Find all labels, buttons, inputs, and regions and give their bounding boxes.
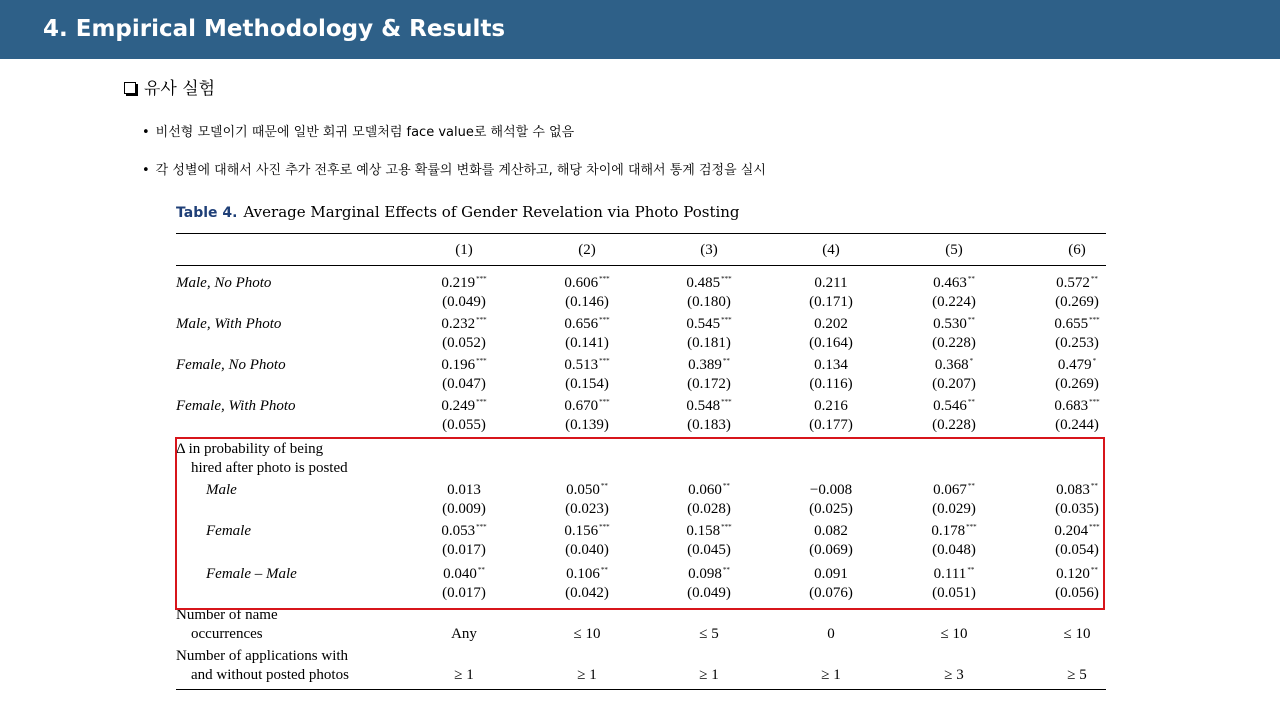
coefficient-value: 0.204 [1054, 523, 1089, 539]
table-cell [537, 316, 637, 333]
column-header: (2) [578, 242, 596, 258]
significance-stars: *** [599, 275, 610, 283]
standard-error: (0.051) [932, 585, 976, 601]
standard-error: (0.028) [687, 501, 731, 517]
section-heading [124, 74, 215, 99]
table-cell: ≥ 1 [699, 667, 719, 683]
table-cell [904, 275, 1004, 292]
standard-error: (0.171) [809, 294, 853, 310]
delta-row-label: Male [206, 482, 237, 498]
bullet-dot-icon: • [142, 163, 150, 178]
significance-stars: ** [967, 482, 975, 490]
standard-error: (0.069) [809, 542, 853, 558]
coefficient-value: 0.040 [443, 566, 477, 582]
significance-stars: ** [1090, 482, 1098, 490]
table-cell [414, 316, 514, 333]
standard-error: (0.047) [442, 376, 486, 392]
table-cell: ≤ 10 [1063, 626, 1091, 642]
coefficient-value: 0.683 [1054, 398, 1089, 414]
coefficient-value: 0.134 [814, 357, 848, 373]
standard-error: (0.228) [932, 335, 976, 351]
coefficient-value: 0.060 [688, 482, 722, 498]
coefficient-value: 0.548 [686, 398, 721, 414]
footer-row-label: and without posted photos [191, 667, 349, 683]
coefficient-value: 0.219 [441, 275, 476, 291]
table-cell: 0 [827, 626, 835, 642]
table-cell [414, 398, 514, 415]
section-title-text: 유사 실험 [144, 79, 216, 99]
standard-error: (0.244) [1055, 417, 1099, 433]
table-caption [176, 203, 740, 221]
coefficient-value: 0.232 [441, 316, 476, 332]
bullet-item-1 [142, 121, 574, 140]
table-cell [904, 316, 1004, 333]
table-cell [781, 275, 881, 292]
coefficient-value: 0.211 [814, 275, 848, 291]
table-cell [1027, 357, 1127, 374]
standard-error: (0.183) [687, 417, 731, 433]
significance-stars: *** [1089, 523, 1100, 531]
standard-error: (0.052) [442, 335, 486, 351]
standard-error: (0.224) [932, 294, 976, 310]
standard-error: (0.035) [1055, 501, 1099, 517]
table-cell [537, 275, 637, 292]
coefficient-value: 0.545 [686, 316, 721, 332]
significance-stars: ** [1090, 275, 1098, 283]
significance-stars: *** [721, 398, 732, 406]
coefficient-value: 0.670 [564, 398, 599, 414]
significance-stars: *** [1089, 316, 1100, 324]
standard-error: (0.269) [1055, 294, 1099, 310]
table-cell: ≥ 3 [944, 667, 964, 683]
table-cell: ≥ 1 [454, 667, 474, 683]
standard-error: (0.054) [1055, 542, 1099, 558]
significance-stars: ** [967, 316, 975, 324]
standard-error: (0.045) [687, 542, 731, 558]
table-cell [1027, 398, 1127, 415]
significance-stars: *** [599, 398, 610, 406]
standard-error: (0.048) [932, 542, 976, 558]
slide-header [0, 0, 1280, 59]
significance-stars: ** [722, 566, 730, 574]
standard-error: (0.076) [809, 585, 853, 601]
significance-stars: *** [599, 316, 610, 324]
coefficient-value: 0.479 [1057, 357, 1092, 373]
coefficient-value: 0.098 [688, 566, 722, 582]
bullet-text-1: 비선형 모델이기 때문에 일반 회귀 모델처럼 face value로 해석할 수 없음 [155, 125, 575, 140]
column-header: (5) [945, 242, 963, 258]
coefficient-value: 0.083 [1056, 482, 1090, 498]
standard-error: (0.116) [809, 376, 853, 392]
significance-stars: *** [476, 357, 487, 365]
table-cell [904, 398, 1004, 415]
coefficient-value: 0.530 [933, 316, 967, 332]
coefficient-value: 0.196 [441, 357, 476, 373]
table-cell [414, 357, 514, 374]
bullet-item-2 [142, 159, 766, 178]
standard-error: (0.141) [565, 335, 609, 351]
standard-error: (0.172) [687, 376, 731, 392]
significance-stars: *** [476, 523, 487, 531]
standard-error: (0.139) [565, 417, 609, 433]
standard-error: (0.180) [687, 294, 731, 310]
significance-stars: ** [600, 566, 608, 574]
table-cell [781, 316, 881, 333]
coefficient-value: 0.216 [814, 398, 848, 414]
coefficient-value: 0.158 [686, 523, 721, 539]
table-cell [904, 357, 1004, 374]
table-cell: ≥ 1 [577, 667, 597, 683]
significance-stars: *** [476, 398, 487, 406]
delta-label: Δ in probability of being [176, 441, 324, 457]
standard-error: (0.146) [565, 294, 609, 310]
table-cell: Any [451, 626, 477, 642]
standard-error: (0.040) [565, 542, 609, 558]
significance-stars: *** [599, 357, 610, 365]
table-cell [659, 316, 759, 333]
coefficient-value: 0.389 [688, 357, 722, 373]
table-cell [659, 398, 759, 415]
coefficient-value: 0.120 [1056, 566, 1090, 582]
standard-error: (0.009) [442, 501, 486, 517]
significance-stars: ** [967, 566, 975, 574]
coefficient-value: 0.202 [814, 316, 848, 332]
column-header: (6) [1068, 242, 1086, 258]
coefficient-value: 0.053 [441, 523, 476, 539]
table-cell [781, 398, 881, 415]
table-cell: ≤ 10 [940, 626, 968, 642]
standard-error: (0.025) [809, 501, 853, 517]
significance-stars: * [1092, 357, 1097, 365]
standard-error: (0.055) [442, 417, 486, 433]
coefficient-value: 0.050 [566, 482, 600, 498]
standard-error: (0.023) [565, 501, 609, 517]
standard-error: (0.154) [565, 376, 609, 392]
coefficient-value: 0.513 [564, 357, 599, 373]
standard-error: (0.017) [442, 542, 486, 558]
coefficient-value: 0.463 [933, 275, 967, 291]
coefficient-value: 0.082 [814, 523, 848, 539]
table-cell [659, 357, 759, 374]
table-top-rule [176, 233, 1106, 234]
standard-error: (0.164) [809, 335, 853, 351]
slide-title: 4. Empirical Methodology & Results [43, 16, 506, 42]
coefficient-value: 0.013 [447, 482, 481, 498]
coefficient-value: 0.368 [934, 357, 969, 373]
coefficient-value: 0.656 [564, 316, 599, 332]
table-cell [781, 357, 881, 374]
column-header: (3) [700, 242, 718, 258]
table-cell [1027, 316, 1127, 333]
coefficient-value: 0.067 [933, 482, 967, 498]
table-cell: ≥ 1 [821, 667, 841, 683]
coefficient-value: 0.655 [1054, 316, 1089, 332]
coefficient-value: 0.249 [441, 398, 476, 414]
coefficient-value: 0.156 [564, 523, 599, 539]
highlight-box [175, 437, 1105, 610]
column-header: (1) [455, 242, 473, 258]
significance-stars: *** [476, 275, 487, 283]
standard-error: (0.056) [1055, 585, 1099, 601]
table-cell [537, 398, 637, 415]
significance-stars: *** [1089, 398, 1100, 406]
bullet-dot-icon: • [142, 125, 150, 140]
significance-stars: *** [721, 275, 732, 283]
standard-error: (0.181) [687, 335, 731, 351]
table-cell [414, 275, 514, 292]
coefficient-value: 0.178 [931, 523, 966, 539]
table-cell: ≥ 5 [1067, 667, 1087, 683]
significance-stars: ** [600, 482, 608, 490]
delta-label: hired after photo is posted [191, 460, 348, 476]
row-label: Female, No Photo [176, 357, 286, 373]
standard-error: (0.269) [1055, 376, 1099, 392]
footer-row-label: Number of applications with [176, 648, 349, 664]
delta-row-label: Female [206, 523, 251, 539]
table-header-rule [176, 265, 1106, 266]
table-cell: ≤ 5 [699, 626, 719, 642]
significance-stars: *** [476, 316, 487, 324]
significance-stars: *** [599, 523, 610, 531]
coefficient-value: 0.091 [814, 566, 848, 582]
significance-stars: ** [477, 566, 485, 574]
significance-stars: ** [967, 275, 975, 283]
significance-stars: ** [967, 398, 975, 406]
coefficient-value: −0.008 [809, 482, 853, 498]
footer-row-label: Number of name [176, 607, 278, 623]
significance-stars: ** [722, 357, 730, 365]
row-label: Male, No Photo [176, 275, 272, 291]
table-label: Table 4. [176, 205, 238, 221]
row-label: Male, With Photo [176, 316, 282, 332]
significance-stars: ** [1090, 566, 1098, 574]
table-cell: ≤ 10 [573, 626, 601, 642]
standard-error: (0.228) [932, 417, 976, 433]
standard-error: (0.253) [1055, 335, 1099, 351]
delta-row-label: Female – Male [206, 566, 297, 582]
significance-stars: ** [722, 482, 730, 490]
table-title: Average Marginal Effects of Gender Revelation via Photo Posting [243, 203, 740, 221]
footer-row-label: occurrences [191, 626, 263, 642]
significance-stars: *** [966, 523, 977, 531]
standard-error: (0.049) [442, 294, 486, 310]
bullet-text-2: 각 성별에 대해서 사진 추가 전후로 예상 고용 확률의 변화를 계산하고, 해당 차이에 대해서 통계 검정을 실시 [155, 163, 766, 178]
significance-stars: *** [721, 316, 732, 324]
significance-stars: * [969, 357, 974, 365]
coefficient-value: 0.546 [933, 398, 967, 414]
row-label: Female, With Photo [176, 398, 296, 414]
standard-error: (0.207) [932, 376, 976, 392]
standard-error: (0.177) [809, 417, 853, 433]
table-cell [659, 275, 759, 292]
table-bottom-rule [176, 689, 1106, 690]
standard-error: (0.029) [932, 501, 976, 517]
coefficient-value: 0.485 [686, 275, 721, 291]
coefficient-value: 0.572 [1056, 275, 1090, 291]
table-cell [1027, 275, 1127, 292]
standard-error: (0.042) [565, 585, 609, 601]
standard-error: (0.049) [687, 585, 731, 601]
coefficient-value: 0.606 [564, 275, 599, 291]
significance-stars: *** [721, 523, 732, 531]
column-header: (4) [822, 242, 840, 258]
checkbox-square-icon [124, 82, 136, 94]
coefficient-value: 0.106 [566, 566, 600, 582]
standard-error: (0.017) [442, 585, 486, 601]
table-cell [537, 357, 637, 374]
coefficient-value: 0.111 [933, 566, 967, 582]
